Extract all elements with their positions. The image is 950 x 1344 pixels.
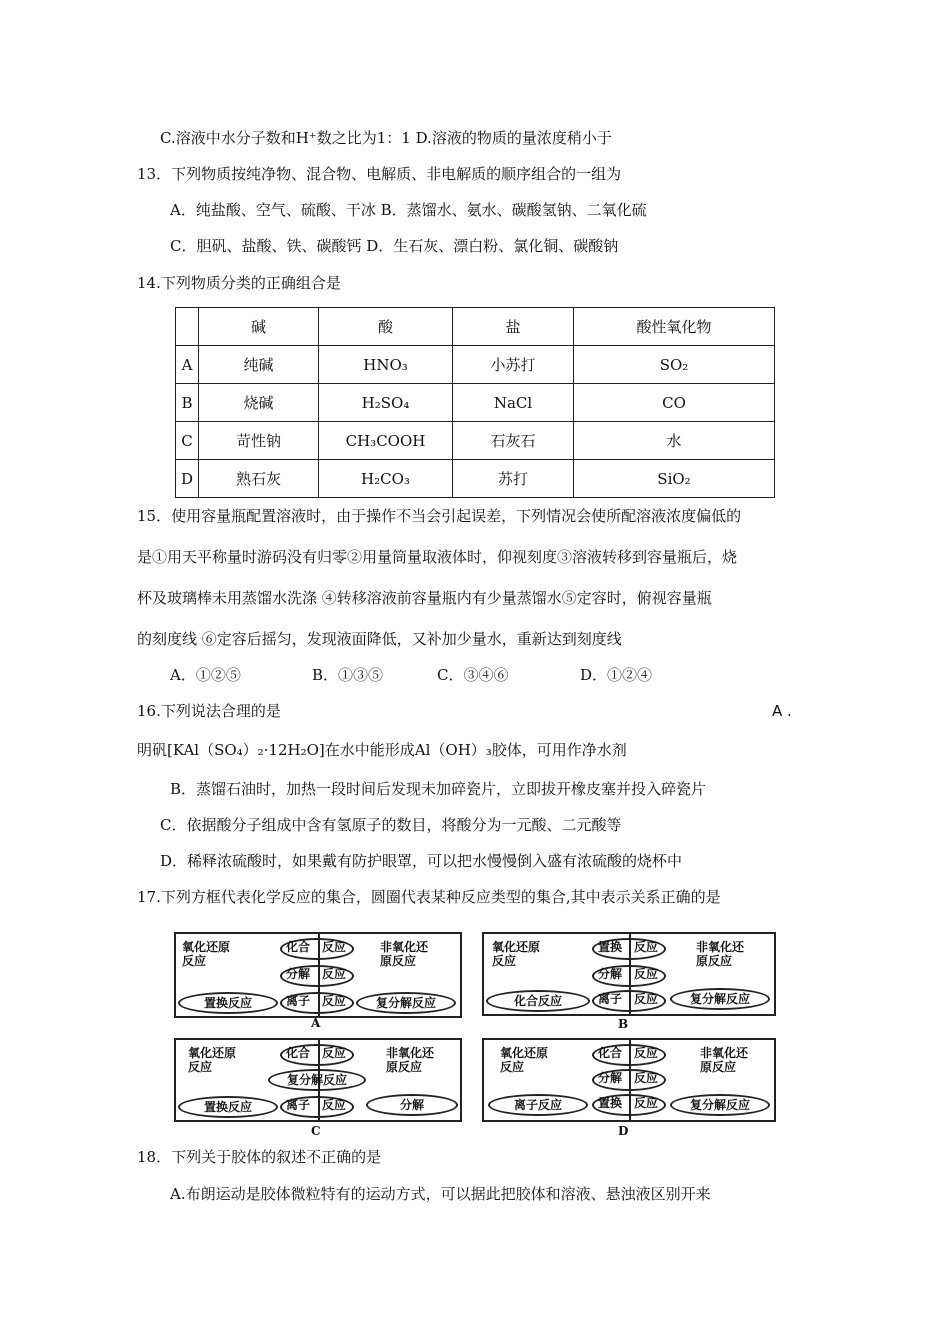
double-ellipse-center: 复分解反应 (268, 1069, 366, 1091)
double-ellipse: 复分解反应 (356, 992, 456, 1014)
table-cell: D (176, 460, 199, 498)
table-cell: 苛性钠 (199, 422, 319, 460)
q13-options-cd: C．胆矾、盐酸、铁、碳酸钙 D．生石灰、漂白粉、氯化铜、碳酸钠 (170, 237, 619, 255)
decomp-left: 分解 (598, 967, 623, 981)
decomp-right: 反应 (634, 1071, 659, 1085)
caption-d: D (618, 1124, 629, 1138)
ion-left: 离子 (598, 992, 623, 1006)
table-cell: 苏打 (453, 460, 574, 498)
replace-ellipse: 置换反应 (178, 992, 278, 1014)
nonredox-label: 非氧化还 原反应 (380, 940, 429, 968)
table-cell: 熟石灰 (199, 460, 319, 498)
table-cell: C (176, 422, 199, 460)
ion-right: 反应 (634, 992, 659, 1006)
caption-b: B (618, 1017, 629, 1031)
combo-left: 化合 (286, 940, 311, 954)
question-14: 14.下列物质分类的正确组合是 (137, 274, 341, 292)
redox-label: 氧化还原 反应 (492, 940, 541, 968)
redox-label: 氧化还原 反应 (182, 940, 231, 968)
table-cell: CO (574, 384, 775, 422)
nonredox-label: 非氧化还 原反应 (700, 1046, 749, 1074)
redox-label: 氧化还原 反应 (500, 1046, 549, 1074)
caption-c: C (311, 1124, 321, 1138)
question-17: 17.下列方框代表化学反应的集合，圆圈代表某种反应类型的集合,其中表示关系正确的是 (137, 888, 721, 906)
q13-options-ab: A．纯盐酸、空气、硫酸、干冰 B．蒸馏水、氨水、碳酸氢钠、二氧化硫 (170, 201, 647, 219)
table-cell: 烧碱 (199, 384, 319, 422)
combo-right: 反应 (634, 1046, 659, 1060)
combo-right: 反应 (322, 1046, 347, 1060)
q18-option-a: A.布朗运动是胶体微粒特有的运动方式，可以据此把胶体和溶液、悬浊液区别开来 (170, 1185, 711, 1203)
table-cell: B (176, 384, 199, 422)
table-header: 盐 (453, 308, 574, 346)
table-cell: HNO₃ (319, 346, 453, 384)
decomp-left: 分解 (286, 967, 311, 981)
replace-right: 反应 (634, 940, 659, 954)
table-header: 酸 (319, 308, 453, 346)
replace-right: 反应 (634, 1096, 659, 1110)
question-13: 13．下列物质按纯净物、混合物、电解质、非电解质的顺序组合的一组为 (137, 165, 622, 183)
table-cell: 小苏打 (453, 346, 574, 384)
table-cell: 纯碱 (199, 346, 319, 384)
table-cell: A (176, 346, 199, 384)
q15-option-c: C．③④⑥ (437, 666, 509, 684)
table-header-row (176, 308, 775, 346)
replace-left: 置换 (598, 1096, 623, 1110)
table-header (176, 308, 199, 346)
q16-option-c: C．依据酸分子组成中含有氢原子的数目，将酸分为一元酸、二元酸等 (160, 816, 622, 834)
q15-option-d: D．①②④ (580, 666, 653, 684)
diagram-d (482, 1038, 776, 1122)
decomp-left: 分解 (598, 1071, 623, 1085)
redox-label: 氧化还原 反应 (188, 1046, 237, 1074)
replace-left: 置换 (598, 940, 623, 954)
table-row (176, 384, 775, 422)
question-15-line1: 15．使用容量瓶配置溶液时，由于操作不当会引起误差，下列情况会使所配溶液浓度偏低的 (137, 507, 742, 525)
q16-option-a-mark: A . (772, 702, 792, 720)
table-cell: H₂CO₃ (319, 460, 453, 498)
question-18: 18．下列关于胶体的叙述不正确的是 (137, 1148, 382, 1166)
double-ellipse: 复分解反应 (670, 988, 770, 1010)
diagram-a (174, 932, 462, 1018)
table-cell: 石灰石 (453, 422, 574, 460)
table-cell: SiO₂ (574, 460, 775, 498)
q12-option-cd: C.溶液中水分子数和H⁺数之比为1：1 D.溶液的物质的量浓度稍小于 (160, 129, 612, 147)
ion-right: 反应 (322, 994, 347, 1008)
question-15-line2: 是①用天平称量时游码没有归零②用量筒量取液体时，仰视刻度③溶液转移到容量瓶后，烧 (137, 548, 738, 566)
table-cell: NaCl (453, 384, 574, 422)
table-row (176, 422, 775, 460)
combo-left: 化合 (598, 1046, 623, 1060)
table-cell: CH₃COOH (319, 422, 453, 460)
table-row (176, 460, 775, 498)
classification-table (175, 307, 775, 498)
combo-right: 反应 (322, 940, 347, 954)
q15-option-a: A．①②⑤ (170, 666, 241, 684)
table-cell: 水 (574, 422, 775, 460)
combo-left: 化合 (286, 1046, 311, 1060)
ion-left: 离子 (286, 994, 311, 1008)
decomp-ellipse: 分解 (366, 1094, 458, 1116)
nonredox-label: 非氧化还 原反应 (696, 940, 745, 968)
replace-ellipse: 置换反应 (178, 1096, 278, 1118)
ion-right: 反应 (322, 1098, 347, 1112)
table-header: 酸性氧化物 (574, 308, 775, 346)
diagram-b (482, 932, 776, 1016)
combo-ellipse: 化合反应 (486, 990, 590, 1012)
question-16: 16.下列说法合理的是 (137, 702, 281, 720)
q16-option-a: 明矾[KAl（SO₄）₂·12H₂O]在水中能形成Al（OH）₃胶体，可用作净水剂 (137, 741, 627, 759)
question-15-line3: 杯及玻璃棒未用蒸馏水洗涤 ④转移溶液前容量瓶内有少量蒸馏水⑤定容时，俯视容量瓶 (137, 589, 712, 607)
q16-option-d: D．稀释浓硫酸时，如果戴有防护眼罩，可以把水慢慢倒入盛有浓硫酸的烧杯中 (160, 852, 683, 870)
ion-left: 离子 (286, 1098, 311, 1112)
table-cell: H₂SO₄ (319, 384, 453, 422)
diagram-c (174, 1038, 462, 1122)
question-15-line4: 的刻度线 ⑥定容后摇匀，发现液面降低，又补加少量水，重新达到刻度线 (137, 630, 622, 648)
table-cell: SO₂ (574, 346, 775, 384)
table-header: 碱 (199, 308, 319, 346)
table-row (176, 346, 775, 384)
decomp-right: 反应 (322, 967, 347, 981)
nonredox-label: 非氧化还 原反应 (386, 1046, 435, 1074)
q15-option-b: B．①③⑤ (312, 666, 384, 684)
ion-ellipse: 离子反应 (488, 1094, 588, 1116)
double-ellipse: 复分解反应 (670, 1094, 770, 1116)
q16-option-b: B．蒸馏石油时，加热一段时间后发现未加碎瓷片，立即拔开橡皮塞并投入碎瓷片 (170, 780, 707, 798)
caption-a: A (311, 1016, 321, 1030)
decomp-right: 反应 (634, 967, 659, 981)
